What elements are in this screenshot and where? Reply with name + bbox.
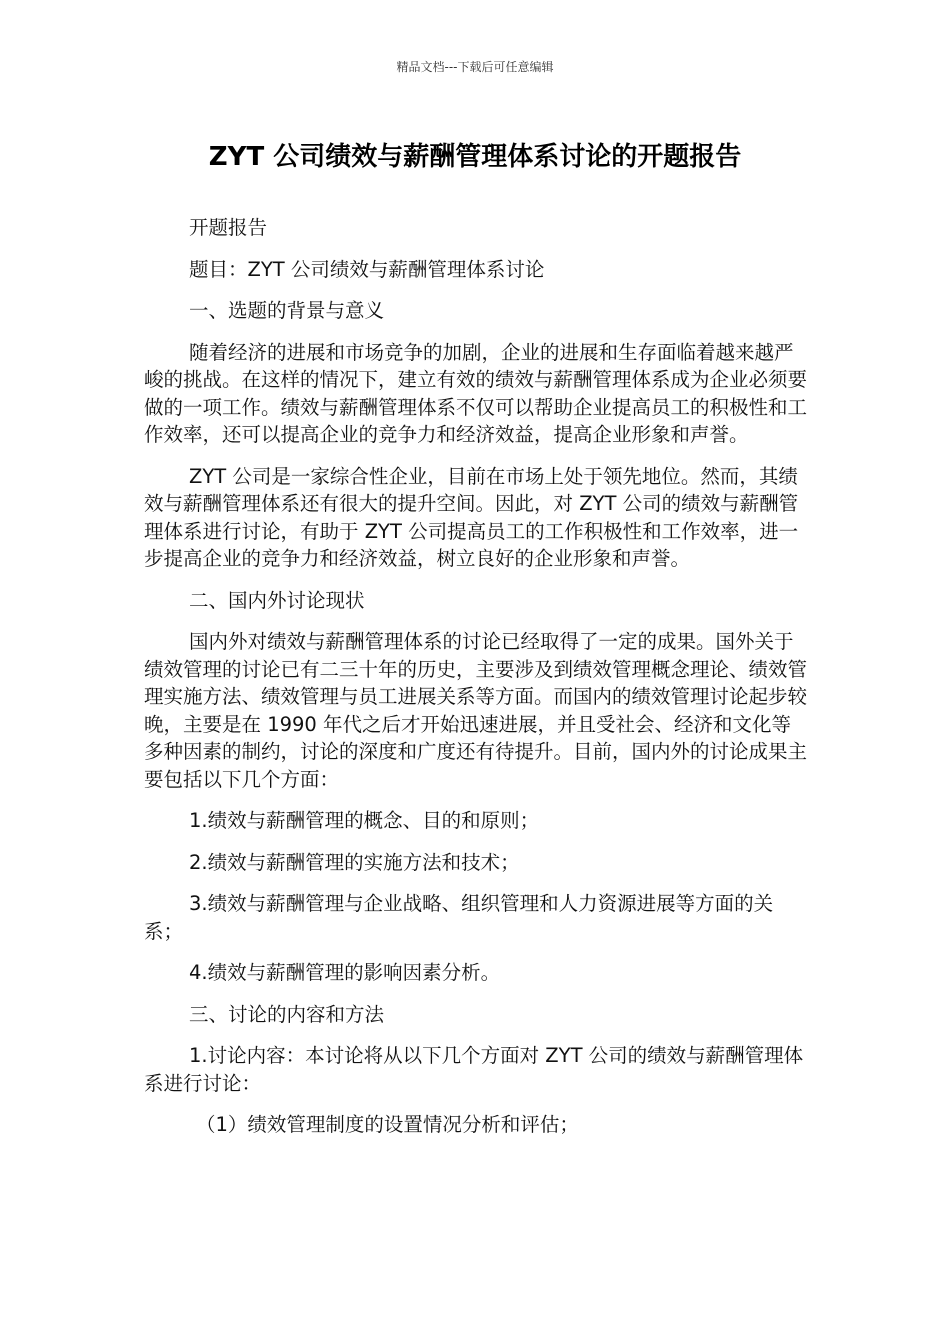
section-heading-content-method: 三、讨论的内容和方法 [189, 1002, 385, 1026]
paragraph-topic: 题目：ZYT 公司绩效与薪酬管理体系讨论 [189, 257, 545, 281]
paragraph-research-content: 1.讨论内容：本讨论将从以下几个方面对 ZYT 公司的绩效与薪酬管理体系进行讨论： [144, 1044, 804, 1095]
section-heading-background: 一、选题的背景与意义 [189, 299, 385, 322]
paragraph-research-status: 国内外对绩效与薪酬管理体系的讨论已经取得了一定的成果。国外关于绩效管理的讨论已有二三十年的历史，主要涉及到绩效管理概念理论、绩效管理实施方法、绩效管理与员工进展关系等方面。而国内的绩效管理讨论起步较晚，主要是在 1990 年代之后才开始迅速进展，并且受社会、经济和文化等多种因素的制约，讨论的深度和广度还有待提升。目前，国内外的讨论成果主要包括以下几个方面： [144, 630, 808, 791]
paragraph-company: ZYT 公司是一家综合性企业，目前在市场上处于领先地位。然而，其绩效与薪酬管理体系还有很大的提升空间。因此，对 ZYT 公司的绩效与薪酬管理体系进行讨论，有助于 ZYT 公司提高员工的工作积极性和工作效率，进一步提高企业的竞争力和经济效益，树立良好的企业形象和声誉。 [144, 464, 799, 570]
document-title: ZYT 公司绩效与薪酬管理体系讨论的开题报告 [208, 142, 742, 172]
paragraph-report-label: 开题报告 [189, 216, 268, 239]
paragraph-background: 随着经济的进展和市场竞争的加剧，企业的进展和生存面临着越来越严峻的挑战。在这样的情况下，建立有效的绩效与薪酬管理体系成为企业必须要做的一项工作。绩效与薪酬管理体系不仅可以帮助企业提高员工的积极性和工作效率，还可以提高企业的竞争力和经济效益，提高企业形象和声誉。 [144, 340, 808, 446]
list-item: 4.绩效与薪酬管理的影响因素分析。 [189, 961, 501, 984]
list-item: 1.绩效与薪酬管理的概念、目的和原则； [189, 809, 540, 832]
list-item: 2.绩效与薪酬管理的实施方法和技术； [189, 850, 520, 874]
header-note: 精品文档---下载后可任意编辑 [396, 60, 554, 74]
list-item: 3.绩效与薪酬管理与企业战略、组织管理和人力资源进展等方面的关系； [144, 892, 774, 943]
sub-list-item: （1）绩效管理制度的设置情况分析和评估； [196, 1113, 579, 1136]
section-heading-research-status: 二、国内外讨论现状 [189, 588, 365, 612]
document-body [144, 214, 810, 1153]
